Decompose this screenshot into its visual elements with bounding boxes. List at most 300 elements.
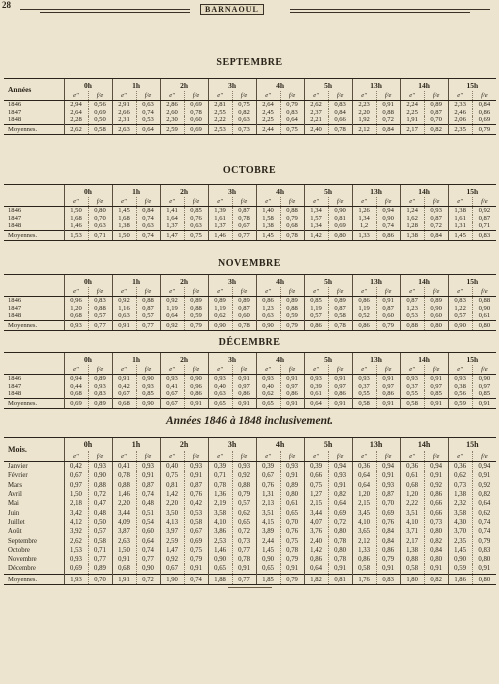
mean-cell: 0,80	[472, 574, 496, 584]
data-cell: 0,39	[208, 462, 232, 472]
hour-header: 1h	[112, 438, 160, 452]
data-cell: 0,89	[424, 101, 448, 109]
data-cell: 1,50	[112, 546, 136, 555]
mean-cell: 0,73	[232, 124, 256, 134]
data-cell: 3,97	[160, 527, 184, 536]
mean-cell: 0,83	[472, 230, 496, 240]
data-cell: 0,78	[328, 555, 352, 564]
table-row	[4, 499, 496, 508]
mean-cell: 0,74	[136, 230, 160, 240]
data-cell: 1,28	[400, 222, 424, 230]
data-cell: 1,92	[352, 116, 376, 124]
mean-cell: 0,79	[184, 320, 208, 330]
sub-header-tension: e''	[256, 451, 280, 462]
mean-cell: 0,82	[424, 574, 448, 584]
data-cell: 0,47	[88, 499, 112, 508]
hour-header: 2h	[160, 275, 208, 288]
data-cell: 0,90	[136, 564, 160, 574]
data-cell: 0,65	[256, 564, 280, 574]
mean-cell: 1,90	[160, 574, 184, 584]
data-cell: 0,51	[136, 508, 160, 517]
row-label: Juin	[8, 509, 20, 517]
data-cell: 0,75	[232, 101, 256, 109]
sub-header-humidity: f/e	[280, 91, 304, 101]
sub-header-humidity: f/e	[88, 365, 112, 375]
data-cell: 1,31	[256, 490, 280, 499]
data-cell: 0,58	[88, 536, 112, 545]
data-cell: 0,91	[424, 471, 448, 480]
sub-header-humidity: f/e	[136, 287, 160, 297]
row-header-cell: Années	[4, 79, 64, 101]
mean-cell: 0,90	[256, 320, 280, 330]
sub-header-tension: e''	[208, 91, 232, 101]
row-label: 1846	[8, 207, 22, 215]
data-cell: 1,45	[448, 546, 472, 555]
data-cell: 2,91	[112, 101, 136, 109]
hour-header: 4h	[256, 185, 304, 198]
data-cell: 2,22	[400, 499, 424, 508]
data-cell: 0,53	[400, 312, 424, 320]
sub-header-humidity: f/e	[232, 287, 256, 297]
hour-header: 2h	[160, 79, 208, 92]
data-cell: 0,75	[160, 471, 184, 480]
data-cell: 0,36	[448, 462, 472, 472]
data-cell: 0,86	[352, 555, 376, 564]
table-row	[4, 508, 496, 517]
hour-header: 2h	[160, 353, 208, 366]
data-cell: 0,81	[160, 481, 184, 490]
sub-header-tension: e''	[64, 197, 88, 207]
mean-cell: 0,65	[208, 398, 232, 408]
row-label: Mars	[8, 481, 22, 489]
data-cell: 0,93	[424, 207, 448, 215]
data-cell: 1,36	[208, 490, 232, 499]
sub-header-humidity: f/e	[280, 287, 304, 297]
hour-header: 1h	[112, 275, 160, 288]
data-cell: 0,57	[304, 312, 328, 320]
mean-cell: 1,53	[64, 230, 88, 240]
data-cell: 1,91	[400, 116, 424, 124]
sub-header-tension: e''	[208, 197, 232, 207]
data-cell: 0,97	[232, 383, 256, 391]
mean-cell: 2,17	[400, 124, 424, 134]
data-cell: 0,59	[280, 312, 304, 320]
data-cell: 0,87	[136, 481, 160, 490]
data-cell: 0,90	[472, 305, 496, 313]
row-label: 1848	[8, 222, 22, 230]
data-cell: 0,86	[304, 555, 328, 564]
data-cell: 0,88	[280, 305, 304, 313]
data-cell: 1,16	[112, 305, 136, 313]
data-cell: 0,56	[448, 390, 472, 398]
data-cell: 0,76	[280, 527, 304, 536]
sub-header-humidity: f/e	[376, 287, 400, 297]
data-cell: 0,89	[208, 297, 232, 305]
mean-cell: 1,91	[112, 574, 136, 584]
data-cell: 0,86	[184, 390, 208, 398]
mean-cell: 0,91	[280, 398, 304, 408]
sub-header-humidity: f/e	[472, 287, 496, 297]
hour-header: 3h	[208, 275, 256, 288]
data-cell: 0,84	[424, 546, 448, 555]
data-cell: 1,39	[208, 207, 232, 215]
data-cell: 0,94	[376, 462, 400, 472]
mean-cell: 0,84	[376, 124, 400, 134]
data-cell: 0,56	[88, 101, 112, 109]
data-cell: 0,90	[184, 375, 208, 383]
hour-header: 15h	[448, 353, 496, 366]
hour-header: 4h	[256, 79, 304, 92]
data-cell: 3,50	[160, 508, 184, 517]
data-cell: 1,38	[112, 222, 136, 230]
hour-header: 15h	[448, 79, 496, 92]
data-cell: 0,90	[88, 471, 112, 480]
data-cell: 0,93	[88, 462, 112, 472]
mean-cell: 0,79	[472, 124, 496, 134]
sub-header-tension: e''	[208, 451, 232, 462]
mean-cell: 1,33	[352, 230, 376, 240]
data-cell: 0,62	[232, 508, 256, 517]
sub-header-tension: e''	[208, 287, 232, 297]
data-cell: 0,62	[208, 312, 232, 320]
table-inclusive	[4, 437, 496, 585]
data-cell: 1,19	[304, 305, 328, 313]
mean-cell: 0,75	[280, 124, 304, 134]
data-cell: 0,66	[304, 471, 328, 480]
mean-cell: 0,74	[184, 574, 208, 584]
data-cell: 0,91	[184, 564, 208, 574]
data-cell: 0,72	[376, 116, 400, 124]
sub-header-row	[4, 197, 496, 207]
data-cell: 2,33	[448, 101, 472, 109]
sub-header-tension: e''	[208, 365, 232, 375]
sub-header-humidity: f/e	[376, 365, 400, 375]
data-cell: 0,63	[208, 390, 232, 398]
data-cell: 1,19	[160, 305, 184, 313]
table-row	[4, 462, 496, 472]
data-cell: 0,69	[184, 536, 208, 545]
data-cell: 0,96	[64, 297, 88, 305]
sub-header-tension: e''	[256, 287, 280, 297]
data-cell: 0,77	[88, 555, 112, 564]
data-cell: 0,68	[64, 312, 88, 320]
data-cell: 0,77	[136, 555, 160, 564]
data-cell: 0,90	[208, 555, 232, 564]
data-cell: 0,66	[424, 499, 448, 508]
mean-cell: 1,42	[304, 230, 328, 240]
hour-header: 4h	[256, 438, 304, 452]
table-row	[4, 312, 496, 320]
sub-header-tension: e''	[256, 365, 280, 375]
data-cell: 0,64	[160, 312, 184, 320]
data-cell: 1,42	[160, 490, 184, 499]
hour-header: 2h	[160, 185, 208, 198]
data-cell: 2,31	[112, 116, 136, 124]
sub-header-tension: e''	[304, 451, 328, 462]
data-cell: 0,89	[328, 297, 352, 305]
data-cell: 0,53	[184, 508, 208, 517]
data-cell: 4,07	[304, 518, 328, 527]
data-cell: 0,61	[280, 499, 304, 508]
data-cell: 3,58	[448, 508, 472, 517]
data-cell: 0,82	[424, 536, 448, 545]
data-cell: 4,13	[160, 518, 184, 527]
data-cell: 0,82	[328, 490, 352, 499]
mean-cell: 0,72	[136, 574, 160, 584]
data-cell: 0,40	[256, 383, 280, 391]
data-cell: 0,60	[184, 116, 208, 124]
data-cell: 0,86	[328, 390, 352, 398]
table-november	[4, 274, 496, 331]
data-cell: 3,45	[352, 508, 376, 517]
table-row	[4, 297, 496, 305]
mean-cell: 1,45	[256, 230, 280, 240]
data-cell: 0,93	[232, 462, 256, 472]
mean-cell: 1,88	[208, 574, 232, 584]
data-cell: 0,78	[328, 536, 352, 545]
section-title-inclusive: Années 1846 à 1848 inclusivement.	[165, 415, 334, 427]
data-cell: 0,63	[184, 222, 208, 230]
sub-header-tension: e''	[304, 91, 328, 101]
data-cell: 0,73	[232, 536, 256, 545]
sub-header-humidity: f/e	[280, 197, 304, 207]
table-row	[4, 536, 496, 545]
data-cell: 0,63	[112, 312, 136, 320]
mean-cell: 0,58	[400, 398, 424, 408]
mean-cell: 0,58	[88, 124, 112, 134]
data-cell: 0,57	[88, 312, 112, 320]
data-cell: 0,91	[136, 471, 160, 480]
data-cell: 1,46	[208, 546, 232, 555]
data-cell: 0,85	[424, 390, 448, 398]
data-cell: 0,72	[232, 527, 256, 536]
data-cell: 0,94	[424, 462, 448, 472]
data-cell: 1,68	[64, 215, 88, 223]
hour-header: 0h	[64, 185, 112, 198]
sub-header-humidity: f/e	[88, 287, 112, 297]
sub-header-tension: e''	[448, 197, 472, 207]
mean-cell: 2,35	[448, 124, 472, 134]
hour-header: 13h	[352, 438, 400, 452]
data-cell: 0,93	[280, 462, 304, 472]
mean-label: Moyennes.	[4, 124, 64, 134]
data-cell: 0,78	[232, 215, 256, 223]
data-cell: 0,60	[424, 312, 448, 320]
data-cell: 0,38	[448, 383, 472, 391]
data-cell: 0,88	[280, 207, 304, 215]
data-cell: 3,51	[256, 508, 280, 517]
data-cell: 3,86	[208, 527, 232, 536]
data-cell: 0,82	[232, 109, 256, 117]
data-cell: 3,44	[304, 508, 328, 517]
table-row	[4, 564, 496, 574]
data-cell: 0,91	[376, 375, 400, 383]
data-cell: 0,79	[376, 555, 400, 564]
data-cell: 0,91	[328, 481, 352, 490]
mean-cell: 2,40	[304, 124, 328, 134]
data-cell: 0,58	[184, 518, 208, 527]
data-cell: 1,23	[400, 305, 424, 313]
data-cell: 0,86	[376, 390, 400, 398]
mean-cell: 0,91	[184, 398, 208, 408]
data-cell: 0,74	[136, 215, 160, 223]
data-cell: 2,62	[304, 101, 328, 109]
data-cell: 0,91	[472, 564, 496, 574]
sub-header-tension: e''	[64, 451, 88, 462]
data-cell: 0,73	[448, 481, 472, 490]
table-row	[4, 305, 496, 313]
data-cell: 0,42	[64, 462, 88, 472]
sub-header-humidity: f/e	[136, 451, 160, 462]
mean-label: Moyennes.	[4, 574, 64, 584]
hour-header: 13h	[352, 79, 400, 92]
data-cell: 0,70	[280, 518, 304, 527]
data-cell: 0,85	[184, 207, 208, 215]
data-cell: 2,17	[400, 536, 424, 545]
mean-cell: 2,53	[208, 124, 232, 134]
sub-header-humidity: f/e	[328, 91, 352, 101]
sub-header-tension: e''	[400, 451, 424, 462]
sub-header-humidity: f/e	[232, 451, 256, 462]
data-cell: 0,78	[232, 555, 256, 564]
data-cell: 0,91	[112, 555, 136, 564]
data-cell: 0,80	[328, 527, 352, 536]
row-label: Octobre	[8, 546, 30, 554]
mean-cell: 0,90	[448, 320, 472, 330]
data-cell: 0,63	[232, 116, 256, 124]
mean-cell: 1,85	[256, 574, 280, 584]
data-cell: 0,87	[424, 215, 448, 223]
sub-header-tension: e''	[400, 365, 424, 375]
data-cell: 2,32	[448, 499, 472, 508]
mean-cell: 0,68	[112, 398, 136, 408]
data-cell: 0,63	[256, 312, 280, 320]
mean-cell: 1,82	[304, 574, 328, 584]
data-cell: 0,64	[136, 536, 160, 545]
data-cell: 0,42	[184, 499, 208, 508]
mean-cell: 0,70	[88, 574, 112, 584]
data-cell: 0,91	[376, 297, 400, 305]
data-cell: 0,86	[424, 490, 448, 499]
data-cell: 0,80	[424, 555, 448, 564]
mean-cell: 0,81	[328, 574, 352, 584]
hour-header: 2h	[160, 438, 208, 452]
sub-header-tension: e''	[160, 197, 184, 207]
data-cell: 1,38	[256, 222, 280, 230]
data-cell: 0,58	[352, 564, 376, 574]
table-row	[4, 390, 496, 398]
data-cell: 0,89	[88, 375, 112, 383]
data-cell: 0,67	[232, 222, 256, 230]
data-cell: 1,19	[208, 305, 232, 313]
sub-header-humidity: f/e	[328, 197, 352, 207]
mean-cell: 0,78	[328, 320, 352, 330]
sub-header-humidity: f/e	[88, 91, 112, 101]
sub-header-row	[4, 91, 496, 101]
data-cell: 0,69	[64, 564, 88, 574]
mean-cell: 0,77	[88, 320, 112, 330]
hour-header: 14h	[400, 353, 448, 366]
hour-header-row	[4, 353, 496, 366]
sub-header-tension: e''	[304, 365, 328, 375]
table-row	[4, 101, 496, 109]
mean-cell: 2,62	[64, 124, 88, 134]
data-cell: 0,70	[376, 499, 400, 508]
data-cell: 0,73	[424, 518, 448, 527]
mean-cell: 2,12	[352, 124, 376, 134]
data-cell: 0,84	[136, 207, 160, 215]
data-cell: 0,80	[280, 490, 304, 499]
sub-header-tension: e''	[112, 91, 136, 101]
data-cell: 1,47	[160, 546, 184, 555]
data-cell: 0,89	[184, 297, 208, 305]
row-label: 1847	[8, 108, 22, 116]
data-cell: 0,67	[112, 390, 136, 398]
data-cell: 0,91	[112, 375, 136, 383]
data-cell: 0,76	[376, 518, 400, 527]
mean-row	[4, 320, 496, 330]
sub-header-tension: e''	[160, 287, 184, 297]
hour-header: 0h	[64, 353, 112, 366]
data-cell: 1,57	[304, 215, 328, 223]
sub-header-humidity: f/e	[376, 451, 400, 462]
sub-header-tension: e''	[112, 287, 136, 297]
data-cell: 4,10	[352, 518, 376, 527]
data-cell: 2,24	[400, 101, 424, 109]
data-cell: 2,25	[400, 109, 424, 117]
data-cell: 0,93	[208, 375, 232, 383]
mean-cell: 0,91	[424, 398, 448, 408]
sub-header-tension: e''	[64, 91, 88, 101]
data-cell: 0,90	[328, 207, 352, 215]
data-cell: 0,62	[256, 390, 280, 398]
row-label: Décembre	[8, 565, 36, 573]
data-cell: 0,69	[184, 101, 208, 109]
sub-header-tension: e''	[448, 91, 472, 101]
data-cell: 0,64	[280, 116, 304, 124]
data-cell: 0,92	[112, 297, 136, 305]
data-cell: 0,87	[184, 481, 208, 490]
data-cell: 0,94	[328, 462, 352, 472]
mean-cell: 2,63	[112, 124, 136, 134]
data-cell: 0,68	[112, 564, 136, 574]
row-label: Juillet	[8, 518, 25, 526]
sub-header-humidity: f/e	[280, 365, 304, 375]
mean-cell: 0,58	[352, 398, 376, 408]
sub-header-tension: e''	[160, 91, 184, 101]
mean-cell: 0,91	[232, 398, 256, 408]
mean-row	[4, 398, 496, 408]
hour-header: 13h	[352, 185, 400, 198]
header-rule-left	[20, 9, 190, 10]
mean-cell: 0,80	[472, 320, 496, 330]
data-cell: 0,87	[424, 109, 448, 117]
data-cell: 0,74	[136, 546, 160, 555]
data-cell: 0,76	[256, 481, 280, 490]
data-cell: 0,88	[88, 305, 112, 313]
data-cell: 0,67	[256, 471, 280, 480]
data-cell: 2,55	[208, 109, 232, 117]
data-cell: 0,91	[472, 471, 496, 480]
data-cell: 0,86	[472, 109, 496, 117]
mean-cell: 0,92	[160, 320, 184, 330]
data-cell: 0,74	[472, 518, 496, 527]
data-cell: 0,79	[472, 536, 496, 545]
sub-header-tension: e''	[352, 197, 376, 207]
row-label: 1847	[8, 214, 22, 222]
header-rule-right-inner	[290, 12, 470, 13]
data-cell: 0,74	[136, 490, 160, 499]
